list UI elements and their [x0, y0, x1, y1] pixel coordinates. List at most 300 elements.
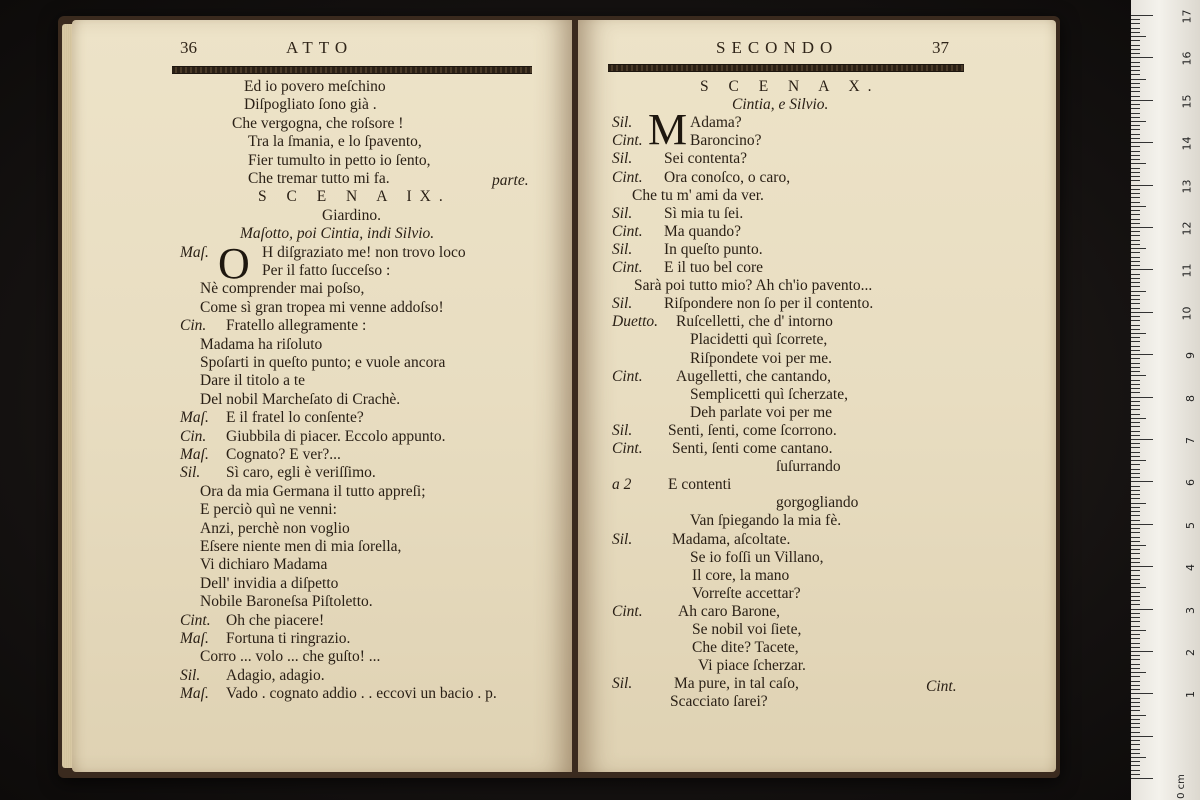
speaker-label: Maſ.	[180, 409, 209, 427]
ruler-tick	[1131, 659, 1140, 660]
ruler-tick	[1131, 452, 1140, 453]
text-line: Placidetti quì ſcorrete,	[690, 331, 828, 349]
ruler-tick	[1131, 214, 1140, 215]
left-drop-cap: O	[218, 239, 250, 288]
text-line: Ed io povero meſchino	[244, 78, 386, 95]
ruler-tick	[1131, 609, 1153, 610]
text-line: Senti, ſenti come cantano.	[672, 440, 833, 457]
ruler-tick	[1131, 511, 1140, 512]
ruler-tick	[1131, 197, 1140, 198]
text-line: Giubbila di piacer. Eccolo appunto.	[226, 427, 446, 445]
text-line: gorgogliando	[776, 494, 859, 512]
text-line: ſuſurrando	[776, 458, 841, 476]
ruler-tick	[1131, 634, 1140, 635]
ruler-tick	[1131, 235, 1140, 236]
ruler-tick	[1131, 100, 1153, 101]
ruler-tick	[1131, 579, 1140, 580]
ruler-tick	[1131, 66, 1140, 67]
ruler-tick	[1131, 74, 1140, 75]
ruler-number: 17	[1180, 9, 1194, 24]
speaker-label: Cint.	[612, 259, 643, 276]
text-line: Giardino.	[322, 206, 381, 224]
text-line: Che vergogna, che roſsore !	[232, 114, 404, 132]
speaker-label: Duetto.	[612, 313, 659, 331]
ruler-tick	[1131, 303, 1140, 304]
text-line: Fier tumulto in petto io ſento,	[248, 151, 431, 169]
ruler-tick	[1131, 744, 1140, 745]
speaker-label: Sil.	[612, 114, 633, 132]
text-line: Nè comprender mai poſso,	[200, 280, 365, 298]
ruler-tick	[1131, 469, 1140, 470]
ruler-tick	[1131, 49, 1140, 50]
ruler-tick	[1131, 664, 1140, 665]
speaker-label: Sil.	[612, 295, 633, 313]
text-line: Semplicetti quì ſcherzate,	[690, 385, 848, 403]
ruler-tick	[1131, 765, 1140, 766]
ruler-unit: 0 cm	[1176, 774, 1188, 799]
ruler-tick	[1131, 62, 1140, 63]
ruler-tick	[1131, 104, 1140, 105]
ruler-tick	[1131, 384, 1140, 385]
ruler-tick	[1131, 481, 1153, 482]
ruler-tick	[1131, 248, 1146, 249]
text-line: Del nobil Marcheſato di Crachè.	[200, 390, 401, 408]
text-line: Fortuna ti ringrazio.	[226, 630, 351, 647]
ruler-tick	[1131, 418, 1146, 419]
ruler-tick	[1131, 210, 1140, 211]
ruler-tick	[1131, 562, 1140, 563]
text-line: Dare il titolo a te	[200, 372, 306, 390]
speaker-label: Cint.	[612, 168, 643, 186]
ruler-tick	[1131, 146, 1140, 147]
ruler-tick	[1131, 409, 1140, 410]
ruler-tick	[1131, 647, 1140, 648]
ruler-tick	[1131, 498, 1140, 499]
measuring-ruler	[1131, 0, 1200, 800]
text-line: Che dite? Tacete,	[692, 639, 799, 657]
ruler-number: 2	[1184, 649, 1197, 656]
speaker-label: Cint.	[612, 602, 643, 620]
text-line: Per il fatto ſucceſso :	[262, 262, 391, 279]
ruler-tick	[1131, 473, 1140, 474]
speaker-label: Cin.	[180, 427, 207, 445]
ruler-number: 5	[1184, 521, 1197, 529]
left-header-rule	[172, 66, 532, 74]
ruler-tick	[1131, 617, 1140, 618]
ruler-tick	[1131, 566, 1153, 567]
ruler-tick	[1131, 676, 1140, 677]
ruler-tick	[1131, 244, 1140, 245]
text-line: Ora da mia Germana il tutto appreſi;	[200, 482, 426, 500]
text-line: Vado . cognato addio . . eccovi un bacio . p.	[226, 685, 497, 703]
ruler-tick	[1131, 36, 1146, 37]
speaker-label: Sil.	[612, 675, 633, 693]
text-line: Cognato? E ver?...	[226, 446, 341, 463]
ruler-tick	[1131, 380, 1140, 381]
text-line: Spoſarti in queſto punto; e vuole ancora	[200, 354, 446, 371]
ruler-number: 16	[1180, 51, 1194, 66]
ruler-tick	[1131, 558, 1140, 559]
text-line: Eſsere niente men di mia ſorella,	[200, 538, 402, 555]
ruler-tick	[1131, 638, 1140, 639]
ruler-tick	[1131, 180, 1140, 181]
ruler-tick	[1131, 87, 1140, 88]
text-line: H diſgraziato me! non trovo loco	[262, 243, 466, 261]
ruler-tick	[1131, 329, 1140, 330]
text-line: Nobile Baroneſsa Piſtoletto.	[200, 593, 373, 611]
ruler-tick	[1131, 316, 1140, 317]
text-line: Van ſpiegando la mia fè.	[690, 512, 842, 530]
speaker-label: Sil.	[612, 530, 633, 548]
speaker-label: Cint.	[612, 132, 643, 150]
ruler-tick	[1131, 138, 1140, 139]
ruler-number: 12	[1180, 221, 1194, 236]
text-line: Che tremar tutto mi fa.	[248, 170, 390, 187]
ruler-tick	[1131, 70, 1140, 71]
ruler-tick	[1131, 341, 1140, 342]
ruler-tick	[1131, 422, 1140, 423]
speaker-label: Cint.	[612, 367, 643, 385]
ruler-tick	[1131, 464, 1140, 465]
ruler-tick	[1131, 308, 1140, 309]
text-line: Se nobil voi ſiete,	[692, 621, 802, 638]
ruler-tick	[1131, 456, 1140, 457]
text-line: Cintia, e Silvio.	[732, 96, 829, 114]
ruler-tick	[1131, 151, 1140, 152]
ruler-number: 15	[1180, 94, 1194, 109]
text-line: Deh parlate voi per me	[690, 403, 833, 421]
catchword: Cint.	[926, 678, 957, 695]
text-line: E perciò quì ne venni:	[200, 501, 337, 519]
ruler-tick	[1131, 698, 1140, 699]
text-line: Senti, ſenti, come ſcorrono.	[668, 421, 837, 439]
ruler-tick	[1131, 337, 1140, 338]
ruler-tick	[1131, 524, 1153, 525]
ruler-tick	[1131, 749, 1140, 750]
speaker-label: Maſ.	[180, 685, 209, 703]
speaker-label: Sil.	[612, 150, 633, 168]
ruler-tick	[1131, 363, 1140, 364]
ruler-tick	[1131, 706, 1140, 707]
ruler-tick	[1131, 761, 1140, 762]
ruler-tick	[1131, 206, 1146, 207]
ruler-tick	[1131, 299, 1140, 300]
text-line: Maſotto, poi Cintia, indi Silvio.	[240, 225, 435, 243]
text-line: Corro ... volo ... che guſto! ...	[200, 648, 381, 666]
ruler-tick	[1131, 163, 1146, 164]
ruler-tick	[1131, 320, 1140, 321]
ruler-tick	[1131, 257, 1140, 258]
text-line: In queſto punto.	[664, 240, 763, 258]
left-page-number: 36	[180, 38, 197, 57]
text-line: Augelletti, che cantando,	[676, 367, 831, 385]
ruler-tick	[1131, 757, 1146, 758]
speaker-label: Sil.	[180, 666, 201, 684]
ruler-tick	[1131, 685, 1140, 686]
ruler-tick	[1131, 350, 1140, 351]
speaker-label: Cint.	[180, 611, 211, 629]
ruler-tick	[1131, 15, 1153, 16]
ruler-tick	[1131, 630, 1146, 631]
ruler-tick	[1131, 367, 1140, 368]
ruler-tick	[1131, 28, 1140, 29]
ruler-tick	[1131, 778, 1153, 779]
ruler-tick	[1131, 553, 1140, 554]
speaker-label: Cint.	[612, 440, 643, 457]
ruler-tick	[1131, 312, 1153, 313]
ruler-tick	[1131, 354, 1153, 355]
ruler-tick	[1131, 621, 1140, 622]
ruler-tick	[1131, 655, 1140, 656]
right-page-header: SECONDO	[716, 38, 839, 57]
ruler-tick	[1131, 643, 1140, 644]
text-line: Il core, la mano	[692, 566, 790, 584]
ruler-tick	[1131, 108, 1140, 109]
text-line: Oh che piacere!	[226, 611, 325, 629]
ruler-tick	[1131, 125, 1140, 126]
ruler-tick	[1131, 681, 1140, 682]
speaker-label: Maſ.	[180, 446, 209, 463]
ruler-tick	[1131, 575, 1140, 576]
right-page-number: 37	[932, 38, 949, 57]
ruler-tick	[1131, 431, 1140, 432]
ruler-tick	[1131, 592, 1140, 593]
ruler-tick	[1131, 435, 1140, 436]
ruler-tick	[1131, 520, 1140, 521]
ruler-tick	[1131, 371, 1140, 372]
ruler-tick	[1131, 113, 1140, 114]
ruler-tick	[1131, 240, 1140, 241]
ruler-tick	[1131, 477, 1140, 478]
ruler-tick	[1131, 96, 1140, 97]
ruler-tick	[1131, 397, 1153, 398]
speaker-label: Cin.	[180, 317, 207, 335]
ruler-tick	[1131, 570, 1140, 571]
ruler-tick	[1131, 388, 1140, 389]
ruler-number: 1	[1184, 691, 1197, 699]
left-page-header: ATTO	[286, 38, 354, 57]
ruler-tick	[1131, 515, 1140, 516]
text-line: Ma pure, in tal caſo,	[674, 675, 799, 693]
ruler-tick	[1131, 626, 1140, 627]
text-line: Ruſcelletti, che d' intorno	[676, 313, 833, 331]
ruler-number: 9	[1184, 352, 1197, 360]
ruler-tick	[1131, 189, 1140, 190]
speaker-label: Sil.	[180, 464, 201, 482]
ruler-tick	[1131, 202, 1140, 203]
ruler-tick	[1131, 227, 1153, 228]
ruler-tick	[1131, 219, 1140, 220]
ruler-tick	[1131, 91, 1140, 92]
ruler-number: 7	[1184, 437, 1197, 444]
ruler-tick	[1131, 325, 1140, 326]
ruler-tick	[1131, 668, 1140, 669]
ruler-tick	[1131, 414, 1140, 415]
ruler-tick	[1131, 426, 1140, 427]
ruler-tick	[1131, 689, 1140, 690]
ruler-tick	[1131, 490, 1140, 491]
text-line: Fratello allegramente :	[226, 317, 367, 335]
text-line: Vi piace ſcherzar.	[698, 657, 806, 675]
text-line: Sarà poi tutto mio? Ah ch'io pavento...	[634, 277, 873, 295]
ruler-tick	[1131, 740, 1140, 741]
ruler-tick	[1131, 613, 1140, 614]
ruler-tick	[1131, 486, 1140, 487]
ruler-tick	[1131, 541, 1140, 542]
ruler-tick	[1131, 346, 1140, 347]
ruler-tick	[1131, 23, 1140, 24]
ruler-tick	[1131, 545, 1146, 546]
text-line: Anzi, perchè non voglio	[200, 519, 350, 537]
ruler-tick	[1131, 583, 1140, 584]
speaker-label: Maſ.	[180, 243, 209, 261]
ruler-tick	[1131, 537, 1140, 538]
text-line: Tra la ſmania, e lo ſpavento,	[248, 133, 422, 151]
ruler-number: 3	[1184, 606, 1197, 614]
ruler-tick	[1131, 269, 1153, 270]
ruler-tick	[1131, 528, 1140, 529]
ruler-number: 11	[1180, 263, 1194, 278]
text-line: Ma quando?	[664, 222, 742, 240]
text-line: Dell' invidia a diſpetto	[200, 574, 339, 592]
ruler-tick	[1131, 333, 1146, 334]
speaker-label: Cint.	[612, 222, 643, 240]
text-line: Vi dichiaro Madama	[200, 556, 328, 574]
text-line: Vorreſte accettar?	[692, 584, 801, 602]
ruler-tick	[1131, 392, 1140, 393]
ruler-tick	[1131, 702, 1140, 703]
ruler-number: 4	[1184, 564, 1197, 572]
ruler-tick	[1131, 291, 1146, 292]
ruler-tick	[1131, 117, 1140, 118]
ruler-tick	[1131, 503, 1146, 504]
ruler-number: 13	[1180, 179, 1194, 194]
ruler-number: 10	[1180, 306, 1194, 321]
ruler-tick	[1131, 401, 1140, 402]
text-line: Ah caro Barone,	[678, 602, 780, 620]
right-drop-cap: M	[648, 105, 688, 154]
text-line: Riſpondere non ſo per il contento.	[664, 295, 874, 313]
ruler-tick	[1131, 596, 1140, 597]
ruler-tick	[1131, 19, 1140, 20]
ruler-tick	[1131, 651, 1153, 652]
speaker-label: Sil.	[612, 240, 633, 258]
ruler-tick	[1131, 185, 1153, 186]
ruler-tick	[1131, 494, 1140, 495]
text-line: S C E N A IX.	[258, 188, 451, 206]
ruler-tick	[1131, 732, 1140, 733]
text-line: Se io foſſi un Villano,	[690, 548, 824, 566]
ruler-tick	[1131, 693, 1153, 694]
ruler-tick	[1131, 727, 1140, 728]
ruler-tick	[1131, 736, 1153, 737]
ruler-tick	[1131, 532, 1140, 533]
ruler-tick	[1131, 45, 1140, 46]
ruler-tick	[1131, 375, 1146, 376]
text-line: S C E N A X.	[700, 78, 880, 95]
ruler-tick	[1131, 439, 1153, 440]
ruler-tick	[1131, 172, 1140, 173]
right-header-rule	[608, 64, 964, 72]
ruler-tick	[1131, 587, 1146, 588]
ruler-tick	[1131, 507, 1140, 508]
ruler-tick	[1131, 79, 1146, 80]
speaker-label: Maſ.	[180, 630, 209, 647]
ruler-tick	[1131, 723, 1140, 724]
text-line: Adama?	[690, 114, 742, 132]
ruler-number: 6	[1184, 479, 1197, 487]
speaker-label: Sil.	[612, 204, 633, 222]
ruler-number: 8	[1184, 394, 1197, 402]
text-line: E contenti	[668, 476, 732, 494]
ruler-tick	[1131, 83, 1140, 84]
ruler-tick	[1131, 443, 1140, 444]
ruler-tick	[1131, 32, 1140, 33]
text-line: Madama, aſcoltate.	[672, 530, 791, 548]
ruler-tick	[1131, 40, 1140, 41]
ruler-tick	[1131, 753, 1140, 754]
ruler-tick	[1131, 155, 1140, 156]
ruler-tick	[1131, 121, 1146, 122]
text-line: Scacciato ſarei?	[670, 693, 768, 711]
text-line: Diſpogliato ſono già .	[244, 96, 377, 114]
ruler-tick	[1131, 129, 1140, 130]
text-line: Sì caro, egli è veriſſimo.	[226, 464, 376, 482]
ruler-tick	[1131, 672, 1146, 673]
ruler-tick	[1131, 159, 1140, 160]
text-line: Come sì gran tropea mi venne addoſso!	[200, 298, 444, 316]
ruler-number: 14	[1180, 136, 1194, 151]
ruler-tick	[1131, 134, 1140, 135]
ruler-tick	[1131, 447, 1140, 448]
ruler-tick	[1131, 176, 1140, 177]
ruler-tick	[1131, 57, 1153, 58]
ruler-tick	[1131, 142, 1153, 143]
text-line: Riſpondete voi per me.	[690, 349, 833, 367]
ruler-tick	[1131, 405, 1140, 406]
stage-direction: parte.	[492, 172, 529, 189]
ruler-tick	[1131, 770, 1140, 771]
ruler-tick	[1131, 358, 1140, 359]
text-line: Ora conoſco, o caro,	[664, 168, 791, 186]
ruler-tick	[1131, 715, 1146, 716]
text-line: E il fratel lo conſente?	[226, 409, 364, 427]
text-line: Baroncino?	[690, 132, 762, 150]
speaker-label: Sil.	[612, 421, 633, 439]
speaker-label: a 2	[612, 476, 632, 494]
ruler-tick	[1131, 168, 1140, 169]
ruler-tick	[1131, 252, 1140, 253]
text-line: E il tuo bel core	[664, 259, 763, 276]
ruler-tick	[1131, 261, 1140, 262]
text-line: Che tu m' ami da ver.	[632, 186, 764, 204]
ruler-tick	[1131, 549, 1140, 550]
ruler-tick	[1131, 278, 1140, 279]
ruler-tick	[1131, 604, 1140, 605]
ruler-tick	[1131, 286, 1140, 287]
ruler-tick	[1131, 53, 1140, 54]
text-line: Sei contenta?	[664, 150, 748, 168]
text-line: Adagio, adagio.	[226, 666, 325, 684]
ruler-tick	[1131, 282, 1140, 283]
ruler-tick	[1131, 231, 1140, 232]
ruler-tick	[1131, 295, 1140, 296]
ruler-tick	[1131, 274, 1140, 275]
ruler-tick	[1131, 460, 1146, 461]
text-line: Sì mia tu ſei.	[664, 204, 744, 222]
text-line: Madama ha riſoluto	[200, 335, 323, 353]
ruler-tick	[1131, 223, 1140, 224]
